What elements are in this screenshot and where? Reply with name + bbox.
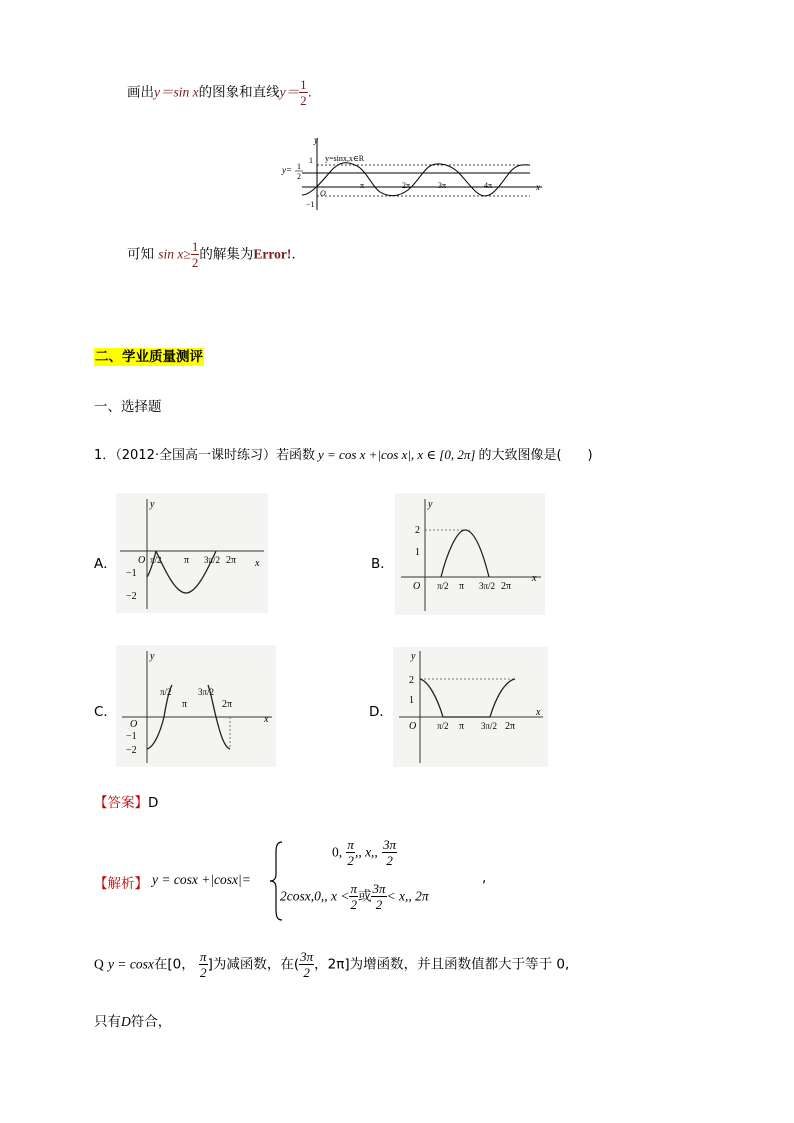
case2-tail: < x,, 2π bbox=[386, 888, 429, 904]
x-label: x bbox=[264, 714, 269, 725]
intro-line bbox=[127, 78, 312, 107]
tick-pi: π bbox=[459, 721, 465, 732]
conclusion-end: . bbox=[291, 246, 296, 263]
origin-label: O bbox=[320, 189, 326, 198]
option-b-graph[interactable] bbox=[395, 493, 545, 615]
x-axis-label: x bbox=[536, 182, 540, 192]
final-prefix: 只有 bbox=[94, 1014, 121, 1030]
case2-or: 或 bbox=[357, 888, 372, 905]
sine-figure bbox=[280, 132, 548, 212]
subsection-title: 一、选择题 bbox=[94, 399, 162, 415]
tick-one: 1 bbox=[309, 156, 313, 165]
sine-curve bbox=[302, 163, 530, 196]
tick-2: 2 bbox=[415, 525, 420, 536]
option-b-label[interactable]: B． bbox=[371, 556, 394, 572]
question-source: （2012·全国高一课时练习）若函数 bbox=[115, 448, 315, 463]
case1-mid: ,, x,, bbox=[354, 844, 378, 860]
tick-2pi: 2π bbox=[226, 555, 237, 566]
option-a-graph[interactable] bbox=[116, 493, 268, 613]
frac-den: 2 bbox=[347, 853, 354, 868]
case-1 bbox=[332, 838, 397, 867]
frac-num: π bbox=[200, 949, 207, 964]
reasoning-func: y = cosx bbox=[108, 956, 154, 972]
question-tail: 的大致图像是( ) bbox=[478, 448, 593, 463]
tick-neg2: −2 bbox=[126, 745, 137, 756]
tick-2pi: 2π bbox=[505, 721, 516, 732]
section-heading-text: 二、学业质量测评 bbox=[95, 349, 203, 365]
frac-num: 3π bbox=[383, 837, 397, 852]
frac-den: 2 bbox=[386, 853, 393, 868]
tick-pi: π bbox=[360, 181, 365, 190]
reasoning-line bbox=[94, 950, 569, 979]
tick-3pi2: 3π/2 bbox=[198, 687, 215, 697]
question-formula: y = cos x +|cos x|, x ∈ [0, 2π] bbox=[318, 447, 476, 462]
case-2 bbox=[280, 882, 429, 911]
origin: O bbox=[138, 555, 146, 566]
conclusion-func: sin x≥ bbox=[158, 246, 191, 262]
tick-3pi: 3π bbox=[438, 181, 447, 190]
conclusion-prefix: 可知 bbox=[127, 246, 154, 263]
tick-pi2: π/2 bbox=[160, 687, 172, 697]
reasoning-frac1 bbox=[199, 950, 208, 979]
frac-den: 2 bbox=[200, 965, 207, 980]
question-number: 1． bbox=[94, 448, 116, 463]
x-label: x bbox=[536, 707, 541, 718]
analysis-label: 【解析】 bbox=[94, 876, 148, 892]
reasoning-part1: 在[0， bbox=[153, 956, 195, 973]
frac-den: 2 bbox=[350, 897, 357, 912]
tick-2: 2 bbox=[409, 675, 414, 686]
tick-pi2: π/2 bbox=[437, 581, 449, 591]
reasoning-frac2 bbox=[299, 950, 314, 979]
tick-3pi2: 3π/2 bbox=[479, 581, 496, 591]
frac-num: π bbox=[350, 881, 357, 896]
tick-pi2: π/2 bbox=[150, 555, 162, 565]
case1-frac bbox=[346, 838, 355, 867]
answer-label: 【答案】 bbox=[94, 795, 148, 811]
frac-num: π bbox=[347, 837, 354, 852]
reasoning-part3: ，2π]为增函数，并且函数值都大于等于 0, bbox=[314, 956, 570, 973]
frac-num: 1 bbox=[191, 239, 199, 254]
reasoning-part2: ]为减函数，在( bbox=[207, 956, 300, 973]
tick-pi2: π/2 bbox=[437, 721, 449, 731]
tick-neg1: −1 bbox=[126, 568, 137, 579]
conclusion-mid: 的解集为 bbox=[199, 246, 254, 263]
tick-1: 1 bbox=[409, 695, 414, 706]
conclusion-error: Error! bbox=[253, 246, 292, 262]
case2-frac2 bbox=[371, 882, 386, 911]
tick-3pi2: 3π/2 bbox=[204, 555, 221, 565]
tick-pi: π bbox=[182, 699, 188, 710]
intro-fraction bbox=[299, 78, 308, 107]
tick-neg-one: −1 bbox=[306, 200, 315, 209]
origin: O bbox=[413, 581, 421, 592]
half-den: 2 bbox=[297, 172, 301, 181]
answer-value: D bbox=[148, 795, 159, 811]
y-label: y bbox=[150, 499, 155, 510]
frac-den: 2 bbox=[375, 897, 383, 912]
final-letter: D bbox=[121, 1014, 131, 1029]
y-axis-label: y bbox=[314, 135, 318, 145]
conclusion-line bbox=[127, 240, 296, 269]
origin: O bbox=[130, 719, 138, 730]
tick-2pi: 2π bbox=[402, 181, 411, 190]
y-label: y bbox=[428, 499, 433, 510]
final-line bbox=[94, 1010, 171, 1030]
frac-den: 2 bbox=[303, 965, 310, 980]
y-label: y bbox=[411, 651, 416, 662]
frac-num: 1 bbox=[300, 77, 307, 92]
tick-1: 1 bbox=[415, 547, 420, 558]
curve-label: y=sinx,x∈R bbox=[325, 154, 365, 163]
intro-end: . bbox=[307, 84, 312, 101]
x-label: x bbox=[255, 558, 260, 569]
case1-frac2 bbox=[382, 838, 397, 867]
intro-func: y＝sin x bbox=[154, 84, 199, 100]
option-c-graph[interactable] bbox=[116, 645, 276, 767]
tick-4pi: 4π bbox=[484, 181, 493, 190]
option-a-label[interactable]: A． bbox=[94, 556, 117, 572]
tick-neg2: −2 bbox=[126, 591, 137, 602]
curve bbox=[441, 530, 489, 577]
half-label-lhs: y= bbox=[282, 165, 293, 175]
origin: O bbox=[409, 721, 417, 732]
tick-pi: π bbox=[459, 581, 465, 592]
analysis-lhs: y = cosx +|cosx|= bbox=[152, 872, 251, 887]
case2-frac bbox=[349, 882, 358, 911]
section-heading bbox=[94, 345, 204, 365]
tick-neg1: −1 bbox=[126, 731, 137, 742]
analysis-comma: , bbox=[482, 870, 487, 886]
frac-den: 2 bbox=[300, 93, 307, 108]
curve-right bbox=[490, 679, 515, 717]
tick-pi: π bbox=[184, 555, 190, 566]
frac-num: 3π bbox=[300, 949, 314, 964]
tick-3pi2: 3π/2 bbox=[481, 721, 498, 731]
option-d-graph[interactable] bbox=[393, 647, 548, 767]
analysis-block bbox=[94, 836, 514, 926]
tick-2pi: 2π bbox=[222, 699, 233, 710]
curve-left bbox=[420, 679, 443, 717]
y-label: y bbox=[150, 651, 155, 662]
option-c-label[interactable]: C． bbox=[94, 704, 117, 720]
question-1 bbox=[94, 444, 593, 463]
intro-prefix: 画出 bbox=[127, 84, 154, 101]
intro-mid: 的图象和直线 bbox=[198, 84, 280, 101]
option-d-label[interactable]: D． bbox=[369, 704, 393, 720]
final-suffix: 符合， bbox=[130, 1014, 172, 1030]
intro-line-lhs: y＝ bbox=[279, 84, 300, 100]
frac-den: 2 bbox=[191, 255, 199, 270]
frac-num: 3π bbox=[372, 881, 386, 896]
tick-2pi: 2π bbox=[501, 581, 512, 592]
reasoning-q: Q bbox=[94, 956, 104, 972]
half-num: 1 bbox=[297, 162, 301, 171]
case2-value: 2cosx,0,, x < bbox=[280, 888, 350, 904]
answer-line bbox=[94, 791, 158, 811]
case1-value: 0, bbox=[332, 844, 343, 860]
x-label: x bbox=[532, 573, 537, 584]
